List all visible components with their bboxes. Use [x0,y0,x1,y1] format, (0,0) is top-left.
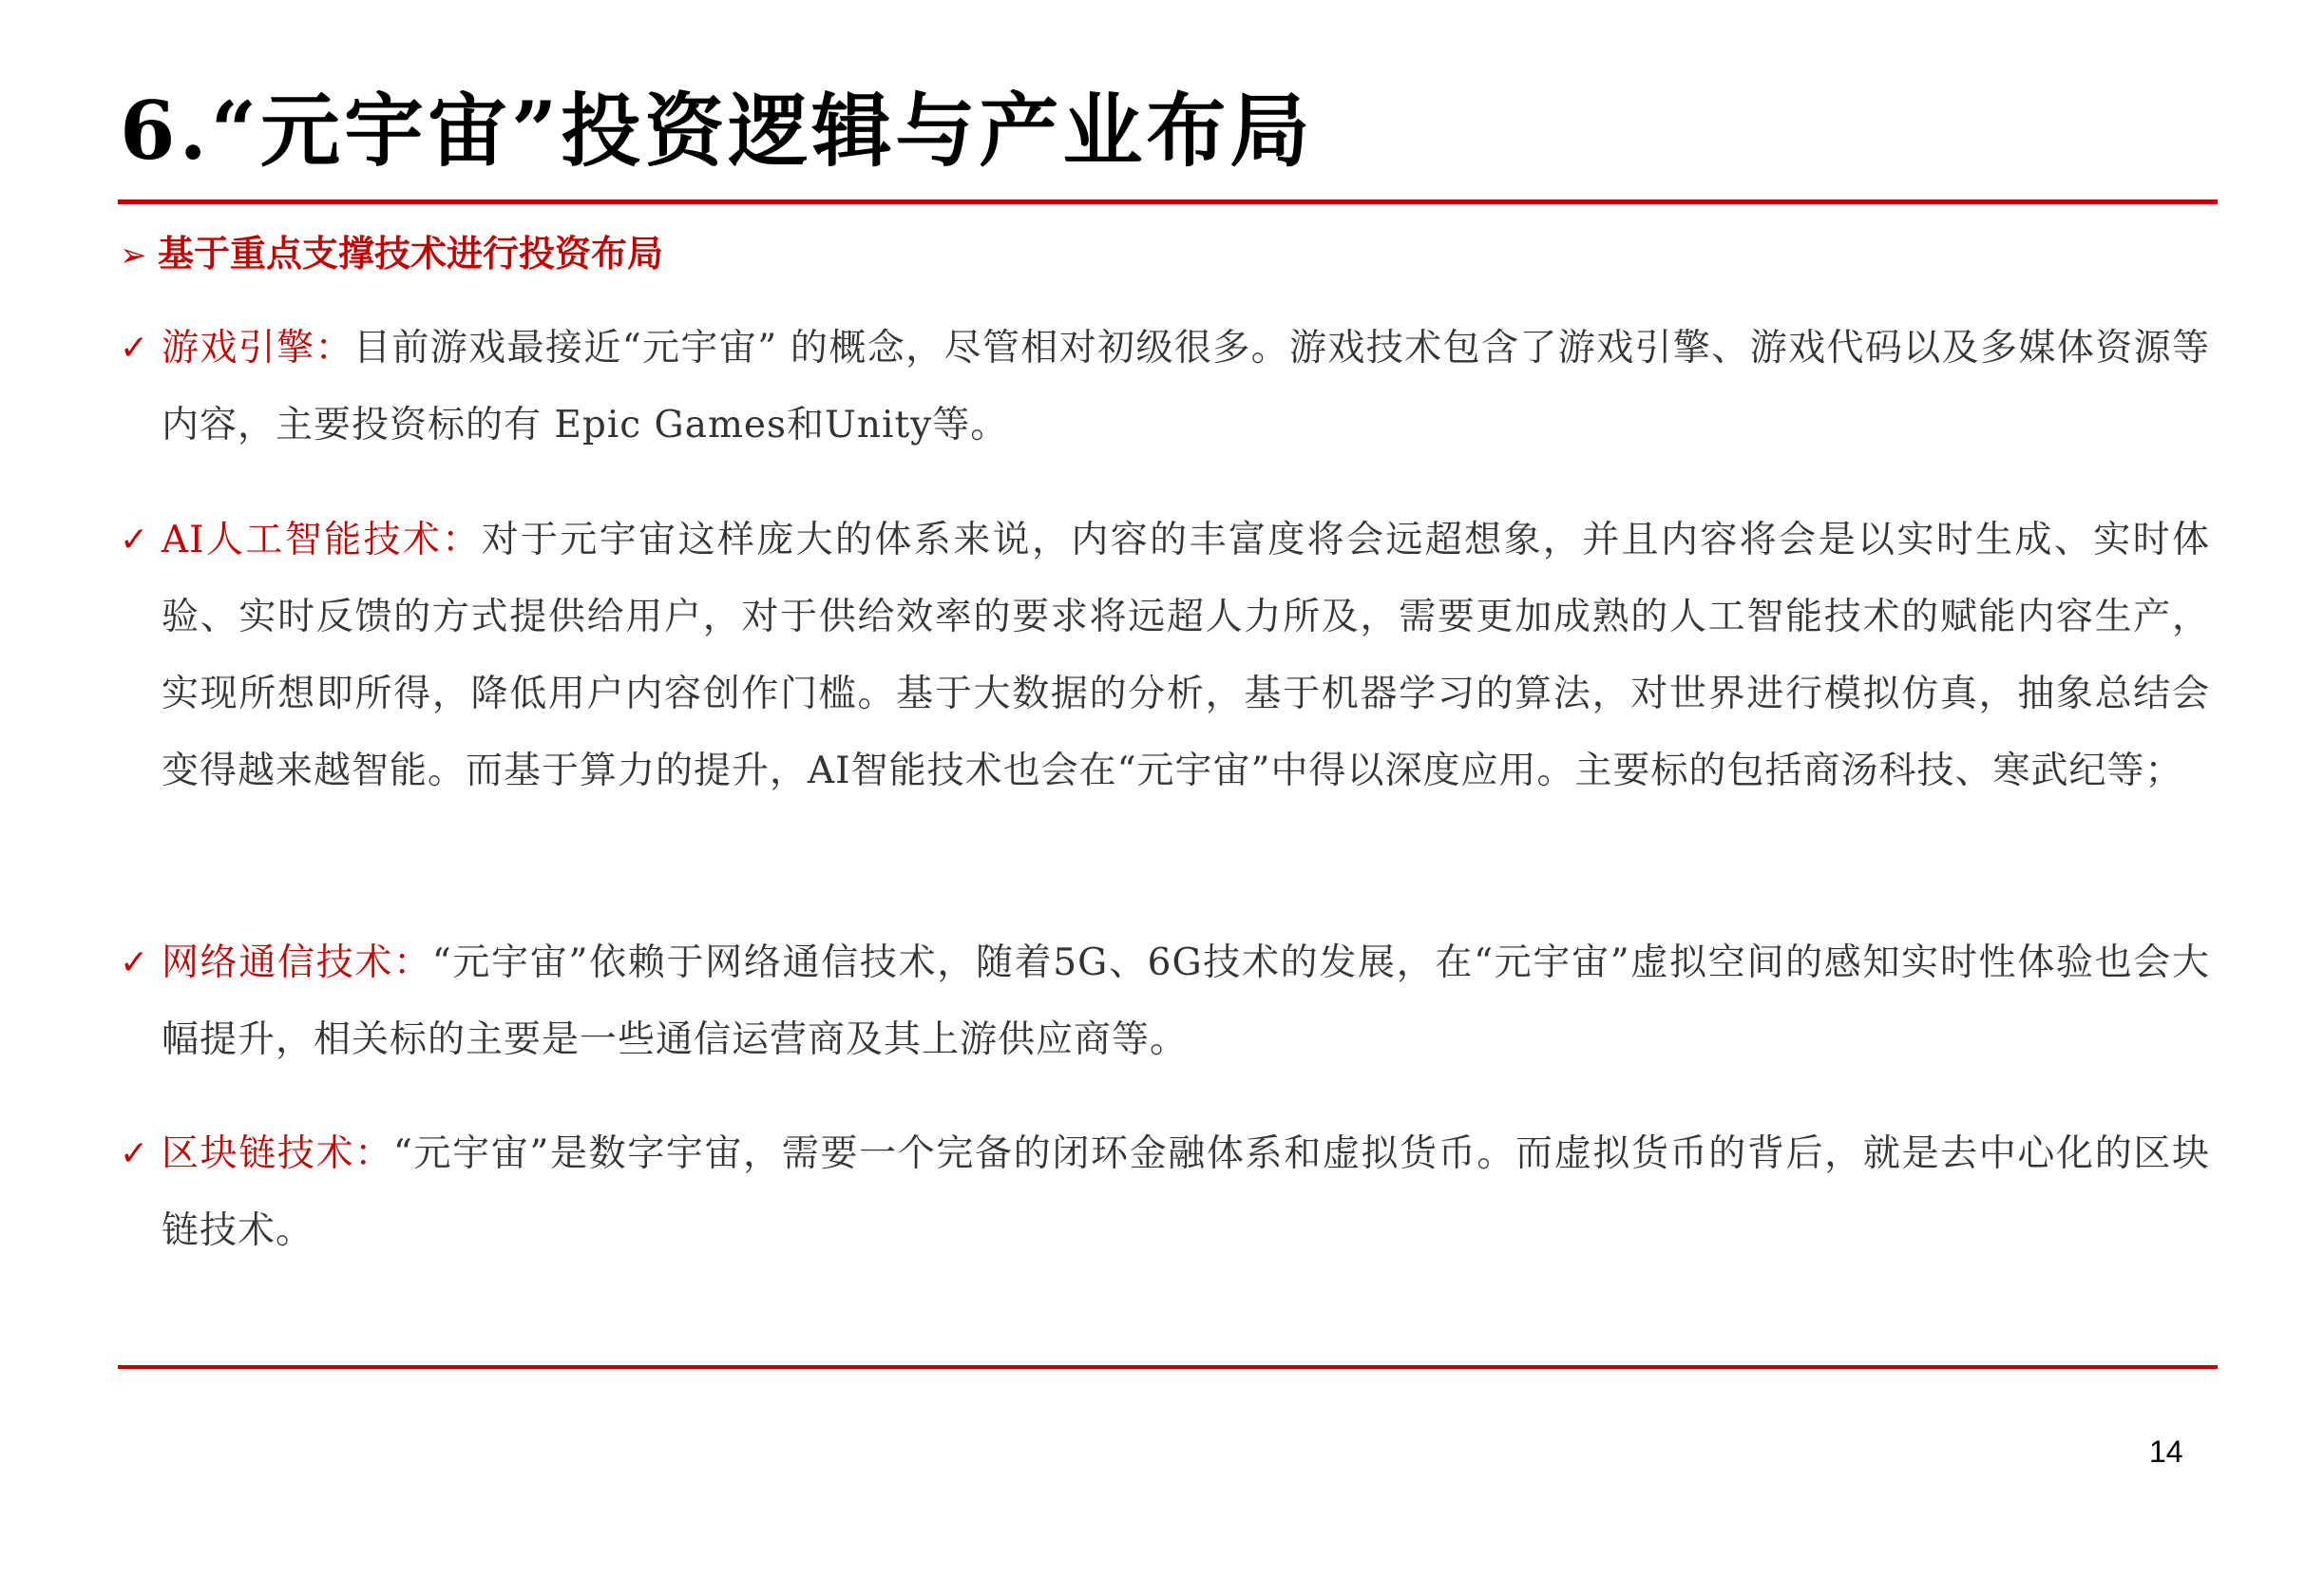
item-text: 目前游戏最接近“元宇宙” 的概念，尽管相对初级很多。游戏技术包含了游戏引擎、游戏代码以及多媒体资源等内容，主要投资标的有 Epic Games和Unity等。 [162,327,2210,446]
list-item-network [120,924,2210,1078]
page-number: 14 [2149,1434,2183,1469]
item-text: 对于元宇宙这样庞大的体系来说，内容的丰富度将会远超想象，并且内容将会是以实时生成、实时体验、实时反馈的方式提供给用户，对于供给效率的要求将远超人力所及，需要更加成熟的人工智能技术的赋能内容生产，实现所想即所得，降低用户内容创作门槛。基于大数据的分析，基于机器学习的算法，对世界进行模拟仿真，抽象总结会变得越来越智能。而基于算力的提升，AI智能技术也会在“元宇宙”中得以深度应用。主要标的包括商汤科技、寒武纪等； [162,519,2210,792]
list-item-game-engine [120,310,2210,464]
checkmark-icon: ✓ [120,1134,149,1173]
item-text: “元宇宙”依赖于网络通信技术，随着5G、6G技术的发展，在“元宇宙”虚拟空间的感知实时性体验也会大幅提升，相关标的主要是一些通信运营商及其上游供应商等。 [162,941,2210,1061]
section-subtitle [120,232,663,276]
item-text: “元宇宙”是数字宇宙，需要一个完备的闭环金融体系和虚拟货币。而虚拟货币的背后，就是去中心化的区块链技术。 [162,1132,2210,1252]
arrow-bullet-icon: ➢ [120,237,147,275]
item-label: 区块链技术： [162,1132,393,1175]
checkmark-icon: ✓ [120,521,149,560]
page-title: 6.“元宇宙”投资逻辑与产业布局 [120,84,1314,178]
checkmark-icon: ✓ [120,329,149,368]
footer-divider [118,1365,2218,1369]
item-label: 游戏引擎： [162,327,353,370]
item-label: 网络通信技术： [162,941,432,984]
title-divider [118,200,2218,204]
item-label: AI人工智能技术： [162,519,482,561]
section-subtitle-text: 基于重点支撑技术进行投资布局 [158,232,664,275]
list-item-ai [120,502,2210,809]
checkmark-icon: ✓ [120,943,149,982]
list-item-blockchain [120,1115,2210,1269]
